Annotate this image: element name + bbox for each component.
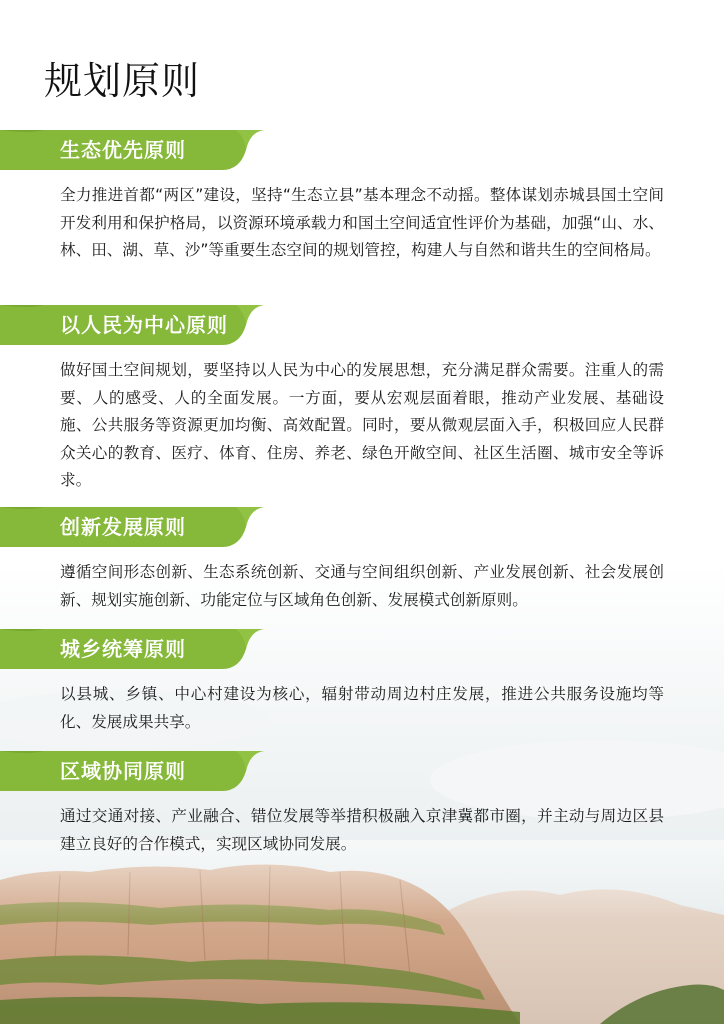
section-heading-tab (0, 130, 264, 170)
page-title: 规划原则 (44, 59, 201, 103)
section-heading-tab (0, 751, 264, 791)
section-regional-coordination (0, 751, 724, 858)
section-heading: 创新发展原则 (60, 515, 186, 539)
section-body: 以县城、乡镇、中心村建设为核心，辐射带动周边村庄发展，推进公共服务设施均等化、发展成果共享。 (60, 685, 664, 731)
section-heading-tab (0, 507, 264, 547)
section-body: 做好国土空间规划，要坚持以人民为中心的发展思想，充分满足群众需要。注重人的需要、人的感受、人的全面发展。一方面，要从宏观层面着眼，推动产业发展、基础设施、公共服务等资源更加均衡、高效配置。同时，要从微观层面入手，积极回应人民群众关心的教育、医疗、体育、住房、养老、绿色开敞空间、社区生活圈、城市安全等诉求。 (60, 361, 664, 489)
section-body: 全力推进首都“两区”建设，坚持“生态立县”基本理念不动摇。整体谋划赤城县国土空间开发利用和保护格局，以资源环境承载力和国土空间适宜性评价为基础，加强“山、水、林、田、湖、草、沙”等重要生态空间的规划管控，构建人与自然和谐共生的空间格局。 (60, 186, 664, 259)
section-heading-tab (0, 305, 264, 345)
section-heading: 以人民为中心原则 (60, 313, 228, 337)
section-heading-tab (0, 629, 264, 669)
section-heading: 区域协同原则 (60, 759, 186, 783)
section-ecology-first (0, 130, 724, 265)
section-body: 遵循空间形态创新、生态系统创新、交通与空间组织创新、产业发展创新、社会发展创新、规划实施创新、功能定位与区域角色创新、发展模式创新原则。 (60, 563, 664, 609)
section-innovation (0, 507, 724, 614)
section-people-centered (0, 305, 724, 495)
section-body: 通过交通对接、产业融合、错位发展等举措积极融入京津冀都市圈，并主动与周边区县建立良好的合作模式，实现区域协同发展。 (60, 807, 664, 853)
section-urban-rural (0, 629, 724, 736)
section-heading: 生态优先原则 (60, 138, 186, 162)
section-heading: 城乡统筹原则 (60, 637, 186, 661)
